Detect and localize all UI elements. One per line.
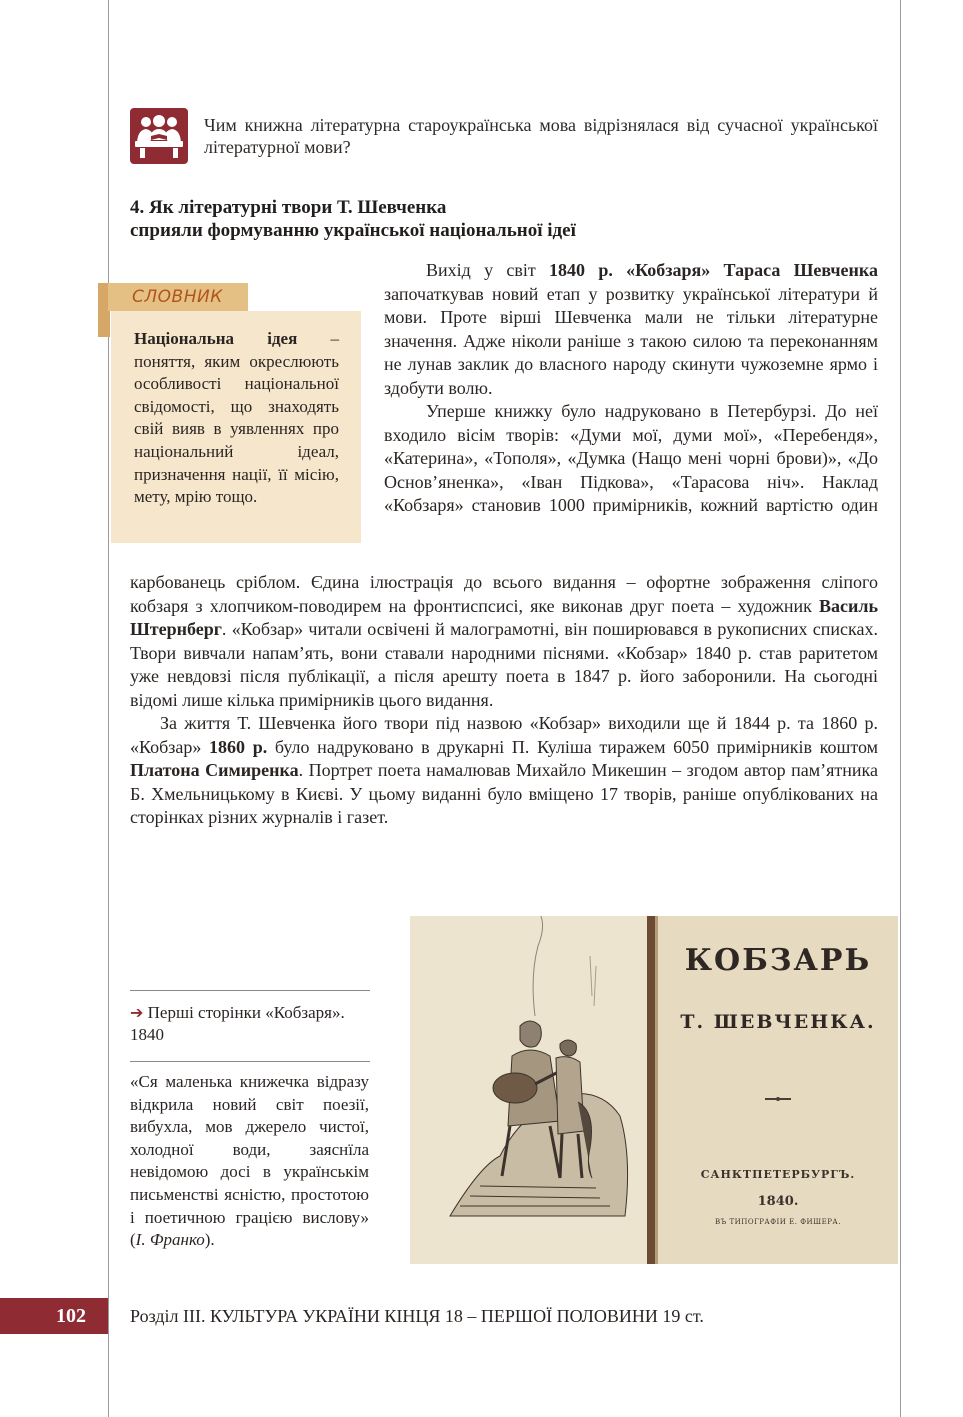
figure-caption (130, 1002, 370, 1046)
glossary-tab (108, 283, 248, 311)
caption-rule (130, 1061, 370, 1062)
left-margin-rule (108, 0, 109, 1417)
glossary-entry (134, 328, 339, 509)
glossary-definition: – поняття, яким окреслюють особливості національної свідомості, що знаходять свій вияв в уявленнях про національний ідеал, призначення нації, її місію, мету, мрію тощо. (134, 329, 340, 507)
quote-close: ). (204, 1230, 215, 1250)
bold-text-run: 1840 р. «Кобзаря» Тараса Шевченка (549, 260, 879, 280)
bold-text-run: 1860 р. (209, 736, 268, 757)
book-printer: ВЪ ТИПОГРАФІИ Е. ФИШЕРА. (715, 1218, 841, 1226)
kobzar-first-pages-image (410, 916, 898, 1264)
body-paragraph (130, 571, 878, 712)
discussion-question: Чим книжна літературна староукраїнська мова відрізнялася від сучасної української літературної мови? (204, 115, 878, 157)
text-run: було надруковано в друкарні П. Куліша тиражем 6050 примірників коштом (267, 736, 878, 757)
text-run: Вихід у світ (426, 260, 550, 280)
arrow-right-icon: ➔ (130, 1003, 144, 1022)
text-run: . «Кобзар» читали освічені й малограмотні, він поширювався в рукописних списках. Твори вивчали напам’ять, вони ставали народними піснями. «Кобзар» 1840 р. став раритетом уже невдовзі після публікації, а після арешту поета в 1847 р. його заборонили. На сьогодні відомі лише кілька примірників цього видання. (130, 619, 878, 710)
body-paragraph (384, 259, 878, 400)
quote-text: «Ся маленька книжечка відразу відкрила новий світ поезії, вибухла, мов джерело чистої, холодної води, заяснїла невідомою досі в українськім письменстві ясністю, простотою і поетичною грацією вислову» ( (130, 1072, 369, 1250)
group-discussion-icon (130, 108, 188, 164)
section-title-line: сприяли формуванню української національної ідеї (130, 220, 576, 241)
kobzar-pages-illustration (410, 916, 898, 1264)
quote-author: І. Франко (135, 1230, 205, 1250)
glossary-tab-label: СЛОВНИК (132, 287, 223, 307)
section-title-line: 4. Як літературні твори Т. Шевченка (130, 197, 447, 218)
franko-quote (130, 1071, 369, 1252)
body-paragraph: Уперше книжку було надруковано в Петербурзі. До неї входило вісім творів: «Думи мої, думи мої», «Перебендя», «Катерина», «Тополя», «Думка (Нащо мені чорні брови)», «До Основ’яненка», «Іван Підкова», «Тарасова ніч». Наклад «Кобзаря» становив 1000 примірників, кожний вартістю один (384, 401, 878, 515)
text-run: За життя Т. Шевченка його твори під назвою «Кобзар» виходили ще й 1844 р. та 1860 р. «Кобзар» (130, 713, 878, 757)
body-paragraph (130, 712, 878, 830)
book-title: КОБЗАРЬ (684, 943, 872, 978)
body-full-width (130, 571, 878, 830)
text-run: карбованець сріблом. Єдина ілюстрація до всього видання – офортне зображення сліпого кобзаря з хлопчиком-поводирем на фронтиспсисі, яке виконав друг поета – художник (130, 572, 878, 616)
text-run: . Портрет поета намалював Михайло Микешин – згодом автор пам’ятника Б. Хмельницькому в Києві. У цьому виданні було вміщено 17 творів, раніше опублікованих на сторінках різних журналів і газет. (130, 760, 878, 827)
right-margin-rule (900, 0, 901, 1417)
caption-rule (130, 990, 370, 991)
book-city: САНКТПЕТЕРБУРГЪ. (700, 1168, 856, 1181)
section-title (130, 196, 830, 242)
chapter-title: Розділ ІІІ. КУЛЬТУРА УКРАЇНИ КІНЦЯ 18 – ПЕРШОЇ ПОЛОВИНИ 19 ст. (130, 1306, 704, 1326)
page-number: 102 (0, 1298, 108, 1334)
text-run: започаткував новий етап у розвитку української літератури й мови. Проте вірші Шевченка мали не тільки літературне значення. Адже ніколи раніше з такою силою та переконанням не лунав заклик до власного народу скинути чужоземне ярмо і здобути волю. (384, 283, 878, 398)
glossary-term: Національна ідея (134, 329, 298, 348)
book-year: 1840. (757, 1194, 799, 1209)
bold-text-run: Платона Симиренка (130, 760, 299, 780)
bold-text-run: Василь Штернберг (130, 595, 878, 639)
figure-caption-text: Перші сторінки «Кобзаря». 1840 (130, 1003, 345, 1044)
book-author: Т. ШЕВЧЕНКА. (680, 1011, 876, 1033)
body-right-column (384, 259, 878, 518)
